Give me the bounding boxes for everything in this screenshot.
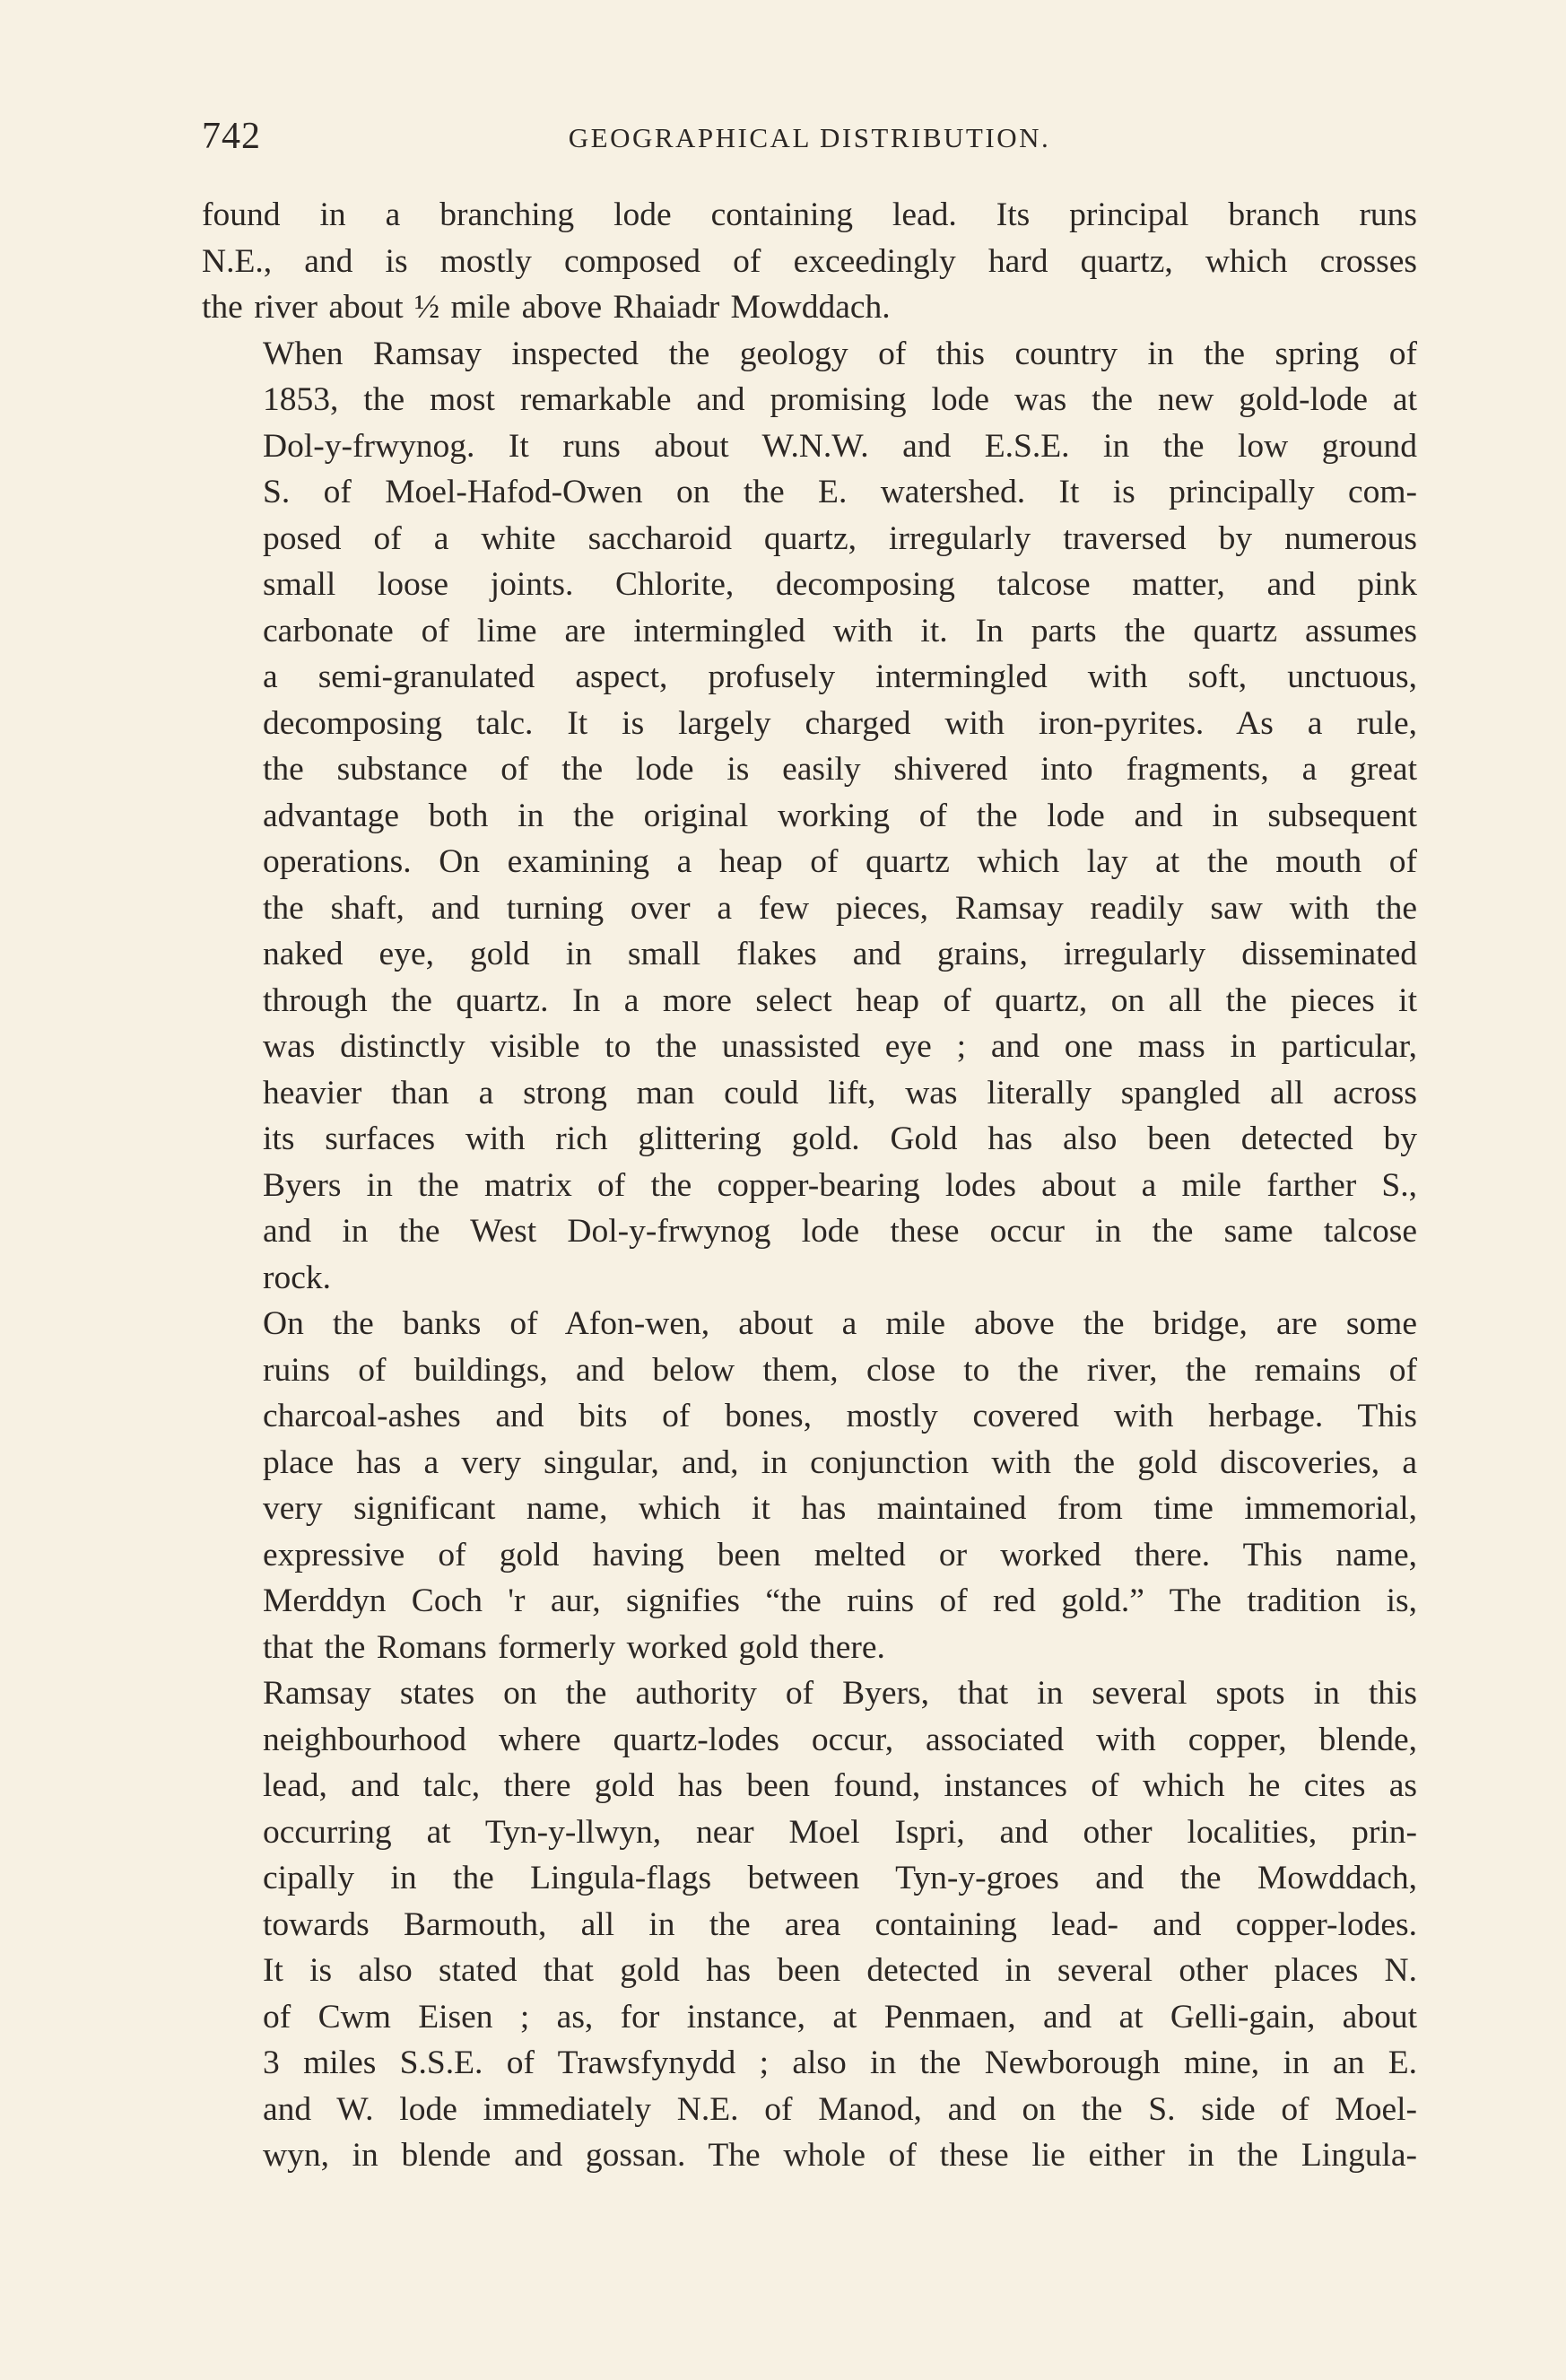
- text-line: of Cwm Eisen ; as, for instance, at Penmaen, and at Gelli-gain, about: [263, 1998, 1417, 2036]
- text-line: and W. lode immediately N.E. of Manod, and on the S. side of Moel-: [263, 2090, 1417, 2128]
- text-line: Byers in the matrix of the copper-bearing lodes about a mile farther S.,: [263, 1166, 1417, 1204]
- paragraph: [202, 1301, 1417, 1670]
- text-line: N.E., and is mostly composed of exceedingly hard quartz, which crosses: [202, 242, 1417, 280]
- text-line: Merddyn Coch 'r aur, signifies “the ruins of red gold.” The tradition is,: [263, 1582, 1417, 1619]
- text-line: the substance of the lode is easily shivered into fragments, a great: [263, 751, 1417, 788]
- paragraph: [202, 331, 1417, 1302]
- text-line: expressive of gold having been melted or worked there. This name,: [263, 1536, 1417, 1574]
- text-line: It is also stated that gold has been detected in several other places N.: [263, 1952, 1417, 1989]
- text-line: naked eye, gold in small flakes and grains, irregularly disseminated: [263, 936, 1417, 972]
- text-line: advantage both in the original working of the lode and in subsequent: [263, 797, 1417, 834]
- text-line: S. of Moel-Hafod-Owen on the E. watershed. It is principally com-: [263, 474, 1417, 510]
- text-line: lead, and talc, there gold has been found, instances of which he cites as: [263, 1767, 1417, 1804]
- paragraph: [202, 192, 1417, 331]
- text-line: found in a branching lode containing lead. Its principal branch runs: [202, 196, 1417, 233]
- text-line: was distinctly visible to the unassisted eye ; and one mass in particular,: [263, 1028, 1417, 1065]
- text-line: rock.: [263, 1259, 332, 1296]
- text-line: wyn, in blende and gossan. The whole of these lie either in the Lingula-: [263, 2137, 1417, 2174]
- text-line: a semi-granulated aspect, profusely intermingled with soft, unctuous,: [263, 658, 1417, 695]
- text-line: its surfaces with rich glittering gold. Gold has also been detected by: [263, 1120, 1417, 1157]
- text-line: Dol-y-frwynog. It runs about W.N.W. and E.S.E. in the low ground: [263, 427, 1417, 465]
- page-header: [202, 115, 1417, 169]
- text-line: towards Barmouth, all in the area containing lead- and copper-lodes.: [263, 1905, 1417, 1943]
- text-line: heavier than a strong man could lift, was literally spangled all across: [263, 1074, 1417, 1112]
- text-line: ruins of buildings, and below them, close to the river, the remains of: [263, 1351, 1417, 1389]
- text-line: place has a very singular, and, in conjunction with the gold discoveries, a: [263, 1443, 1417, 1481]
- text-line: charcoal-ashes and bits of bones, mostly covered with herbage. This: [263, 1398, 1417, 1434]
- running-head: GEOGRAPHICAL DISTRIBUTION.: [568, 122, 1051, 153]
- text-line: the river about ½ mile above Rhaiadr Mowddach.: [202, 289, 891, 326]
- text-line: very significant name, which it has maintained from time immemorial,: [263, 1490, 1417, 1527]
- text-line: Ramsay states on the authority of Byers, that in several spots in this: [263, 1675, 1417, 1712]
- text-line: and in the West Dol-y-frwynog lode these occur in the same talcose: [263, 1213, 1417, 1250]
- text-line: decomposing talc. It is largely charged with iron-pyrites. As a rule,: [263, 704, 1417, 742]
- text-line: When Ramsay inspected the geology of this country in the spring of: [263, 335, 1417, 372]
- page-number: 742: [202, 116, 261, 157]
- body-text: [202, 192, 1417, 2179]
- text-line: 3 miles S.S.E. of Trawsfynydd ; also in the Newborough mine, in an E.: [263, 2044, 1417, 2081]
- text-line: posed of a white saccharoid quartz, irregularly traversed by numerous: [263, 519, 1417, 557]
- text-line: small loose joints. Chlorite, decomposing talcose matter, and pink: [263, 566, 1417, 603]
- text-line: carbonate of lime are intermingled with it. In parts the quartz assumes: [263, 612, 1417, 649]
- text-line: On the banks of Afon-wen, about a mile above the bridge, are some: [263, 1305, 1417, 1342]
- paragraph: [202, 1670, 1417, 2179]
- text-line: that the Romans formerly worked gold there.: [263, 1628, 885, 1666]
- text-line: occurring at Tyn-y-llwyn, near Moel Ispri, and other localities, prin-: [263, 1813, 1417, 1851]
- text-line: 1853, the most remarkable and promising lode was the new gold-lode at: [263, 381, 1417, 418]
- text-line: the shaft, and turning over a few pieces, Ramsay readily saw with the: [263, 889, 1417, 927]
- text-line: operations. On examining a heap of quartz which lay at the mouth of: [263, 843, 1417, 880]
- text-line: through the quartz. In a more select heap of quartz, on all the pieces it: [263, 981, 1417, 1019]
- text-line: neighbourhood where quartz-lodes occur, associated with copper, blende,: [263, 1721, 1417, 1758]
- text-line: cipally in the Lingula-flags between Tyn-y-groes and the Mowddach,: [263, 1860, 1417, 1896]
